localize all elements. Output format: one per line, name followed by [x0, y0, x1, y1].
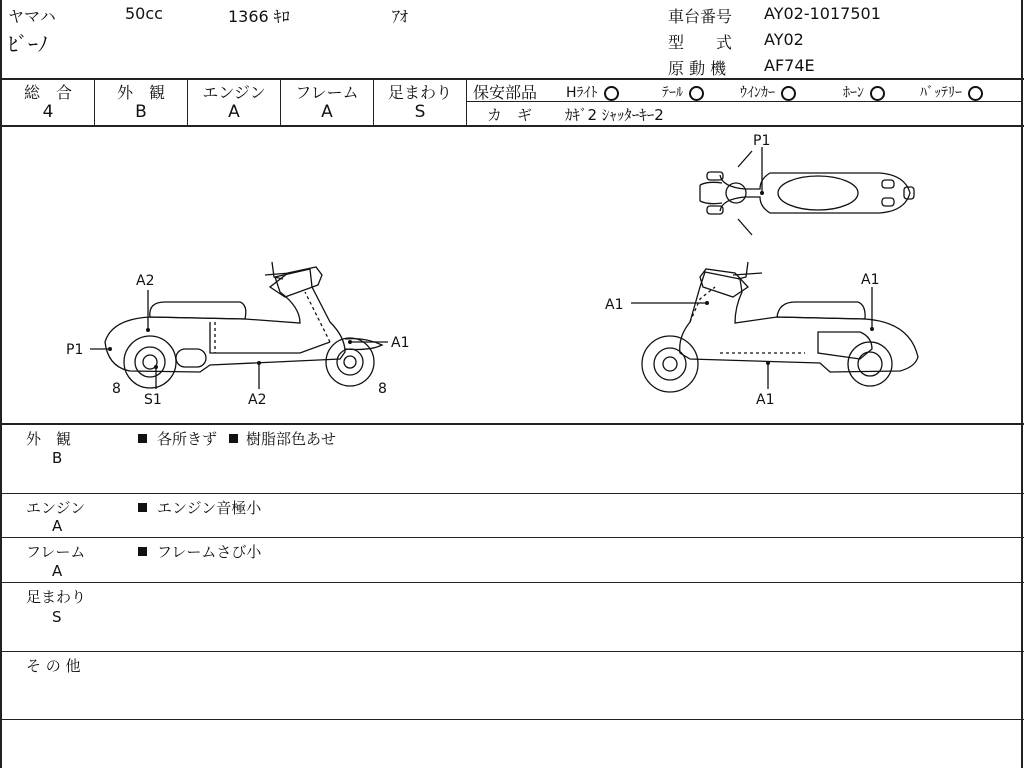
note-items-exterior: 各所きず 樹脂部色あせ — [138, 428, 336, 449]
grade-header-overall: 総 合 — [23, 83, 72, 102]
note-title-exterior: 外 観 — [26, 430, 72, 448]
ok-circle-icon — [870, 86, 885, 101]
diagram-label-a1-floor-r: A1 — [756, 392, 775, 408]
grade-value-overall: 4 — [42, 102, 54, 122]
grade-header-frame: フレーム — [295, 83, 359, 102]
diagram-label-a2-floor: A2 — [248, 392, 267, 408]
bullet-square-icon — [138, 503, 147, 512]
color: ｱｵ — [392, 7, 409, 26]
safety-label: 保安部品 — [473, 83, 538, 102]
keys-label: カ ギ — [487, 106, 533, 124]
grade-header-exterior: 外 観 — [116, 83, 165, 102]
safety-item-horn: ﾎｰﾝ — [843, 82, 885, 102]
type-label: 型 式 — [668, 33, 733, 52]
note-title-suspension: 足まわり — [26, 588, 87, 606]
type-value: AY02 — [764, 30, 804, 49]
diagram-label-a1-rear-r: A1 — [861, 272, 880, 288]
note-items-frame: フレームさび小 — [138, 541, 261, 562]
note-title-frame: フレーム — [26, 543, 86, 561]
diagram-label-8-front: 8 — [378, 381, 387, 397]
displacement: 50cc — [125, 4, 163, 23]
ok-circle-icon — [968, 86, 983, 101]
grade-value-exterior: B — [135, 102, 147, 122]
grade-header-suspension: 足まわり — [387, 83, 452, 102]
note-title-engine: エンジン — [26, 499, 86, 517]
grade-value-engine: A — [228, 102, 240, 122]
damage-diagram — [0, 127, 1020, 422]
border-right — [1021, 0, 1023, 768]
ok-circle-icon — [604, 86, 619, 101]
safety-item-headlight: Hﾗｲﾄ — [566, 82, 619, 102]
maker: ヤマハ — [8, 7, 56, 26]
bullet-square-icon — [229, 434, 238, 443]
note-grade-suspension: S — [52, 608, 62, 626]
diagram-label-s1: S1 — [144, 392, 162, 408]
grade-value-suspension: S — [414, 102, 426, 122]
ok-circle-icon — [781, 86, 796, 101]
diagram-label-a1-front-r: A1 — [605, 297, 624, 313]
bullet-square-icon — [138, 547, 147, 556]
note-title-other: そ の 他 — [26, 657, 81, 675]
diagram-label-8-rear: 8 — [112, 381, 121, 397]
safety-item-winker: ｳｲﾝｶｰ — [740, 82, 796, 102]
bullet-square-icon — [138, 434, 147, 443]
safety-item-battery: ﾊﾞｯﾃﾘｰ — [920, 82, 983, 102]
diagram-label-a1-front: A1 — [391, 335, 410, 351]
note-grade-frame: A — [52, 562, 63, 580]
mileage: 1366 ｷﾛ — [228, 7, 290, 26]
scooter-top-view — [700, 151, 914, 235]
divider-diagram — [0, 423, 1024, 425]
note-grade-engine: A — [52, 517, 63, 535]
keys-value: ｶｷﾞ2 ｼｬｯﾀｰｷｰ2 — [565, 106, 664, 124]
diagram-label-p1-top: P1 — [753, 133, 771, 149]
note-items-engine: エンジン音極小 — [138, 497, 261, 518]
ok-circle-icon — [689, 86, 704, 101]
model-name: ﾋﾞｰﾉ — [8, 32, 48, 56]
safety-item-tail: ﾃｰﾙ — [662, 82, 704, 102]
engine-value: AF74E — [764, 56, 815, 75]
diagram-label-p1-rear: P1 — [66, 342, 84, 358]
engine-label: 原 動 機 — [668, 59, 727, 78]
note-grade-exterior: B — [52, 449, 63, 467]
grade-header-engine: エンジン — [202, 83, 266, 102]
frame-no: AY02-1017501 — [764, 4, 881, 23]
diagram-label-a2-seat: A2 — [136, 273, 155, 289]
frame-no-label: 車台番号 — [668, 7, 733, 26]
grade-value-frame: A — [321, 102, 333, 122]
